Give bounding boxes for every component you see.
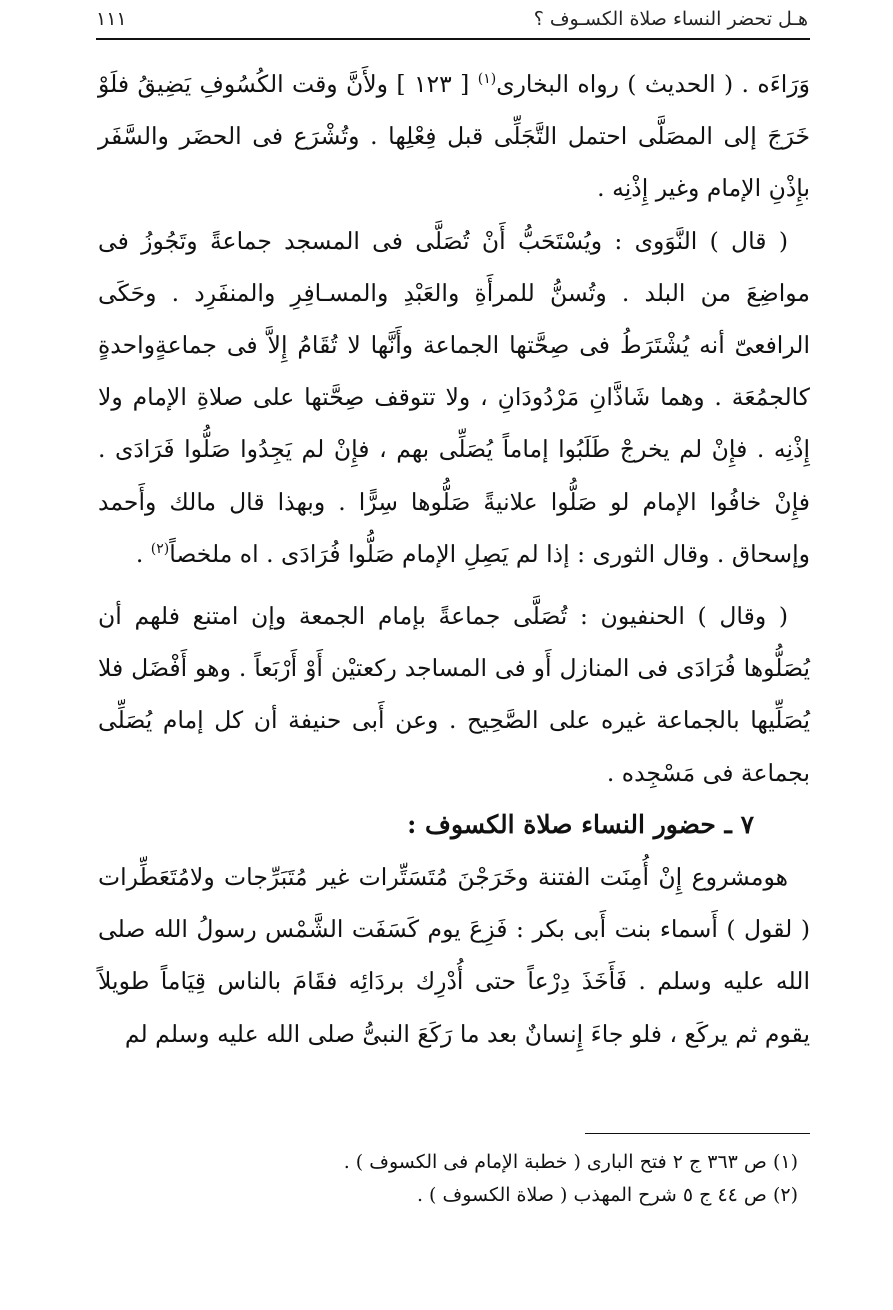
- footnotes: [298, 1146, 798, 1212]
- paragraph-text: ( قال ) النَّوَوى : ويُسْتَحَبُّ أَنْ تُصَلَّى فى المسجد جماعةً وتَجُوزُ فى مواضِعَ من البلد . وتُسنُّ للمرأَةِ والعَبْدِ والمسـافِرِ والمنفَرِد . وحَكَى الرافعىّ أنه يُشْتَرَطُ فى صِحَّتها الجماعة وأَنَّها لا تُقَامُ إِلاَّ فى جماعةٍواحدةٍ كالجمُعَة . وهما شَاذَّانِ مَرْدُودَانِ ، ولا تتوقف صِحَّتها على صلاةِ الإمام ولا إِذْنِه . فإِنْ لم يخرجْ طَلَبُوا إماماً يُصَلِّى بهم ، فإِنْ لم يَجِدُوا صَلُّوا فَرَادَى . فإِنْ خافُوا الإمام لو صَلُّوا علانيةً صَلُّوها سِرًّا . وبهذا قال مالك وأَحمد وإسحاق . وقال الثورى : إذا لم يَصِلِ الإمام صَلُّوا فُرَادَى . اه ملخصاً: [98, 226, 810, 568]
- paragraph-text: وَرَاءَه . ( الحديث ) رواه البخارى: [496, 70, 810, 98]
- footnote-reference: (٢): [150, 541, 170, 557]
- paragraph: [98, 215, 810, 580]
- page-number: ١١١: [96, 8, 127, 30]
- paragraph-text: .: [135, 539, 151, 568]
- paragraph: ( وقال ) الحنفيون : تُصَلَّى جماعةً بإمام الجمعة وإن امتنع فلهم أن يُصَلُّوها فُرَادَى فى المنازل أَو فى المساجد ركعتيْن أَوْ أَرْبَعاً . وهو أَفْضَل فلا يُصَلِّيها بالجماعة غيره على الصَّحِيح . وعن أَبى حنيفة أن كل إمام يُصَلِّى بجماعة فى مَسْجِده .: [98, 602, 810, 787]
- footnote-item: (١) ص ٣٦٣ ج ٢ فتح البارى ( خطبة الإمام فى الكسوف ) .: [343, 1151, 798, 1173]
- section-paragraph: هومشروع إِنْ أُمِنَت الفتنة وخَرَجْنَ مُتَسَتِّرات غير مُتَبَرِّجات ولامُتَعَطِّرات ( لقول ) أَسماء بنت أَبى بكر : فَزِعَ يوم كَسَفَت الشَّمْس رسولُ الله صلى الله عليه وسلم . فَأَخَذَ دِرْعاً حتى أُدْرِك بردَائِه فقَامَ بالناس قِيَاماً طويلاً يقوم ثم يركَع ، فلو جاءَ إِنسانٌ بعد ما رَكَعَ النبىُّ صلى الله عليه وسلم لم: [98, 863, 810, 1048]
- paragraph-text: [ ١٢٣ ] ولأَنَّ وقت الكُسُوفِ يَضِيقُ فلَوْ خَرَجَ إلى المصَلَّى احتمل التَّجَلِّى قبل فِعْلِها . وتُشْرَع فى الحضَر والسَّفَر بإِذْنِ الإمام وغير إِذْنِه .: [98, 70, 810, 203]
- footnote-item: (٢) ص ٤٤ ج ٥ شرح المهذب ( صلاة الكسوف ) .: [416, 1184, 798, 1206]
- footnote-divider: [585, 1133, 810, 1134]
- section-heading: ٧ ـ حضور النساء صلاة الكسوف :: [407, 809, 754, 839]
- footnote-reference: (١): [477, 71, 497, 88]
- body-text: [98, 58, 810, 1060]
- header-divider: [96, 38, 810, 40]
- paragraph: [98, 58, 810, 215]
- running-header: [96, 2, 808, 36]
- running-title: هـل تحضر النساء صلاة الكسـوف ؟: [533, 8, 808, 30]
